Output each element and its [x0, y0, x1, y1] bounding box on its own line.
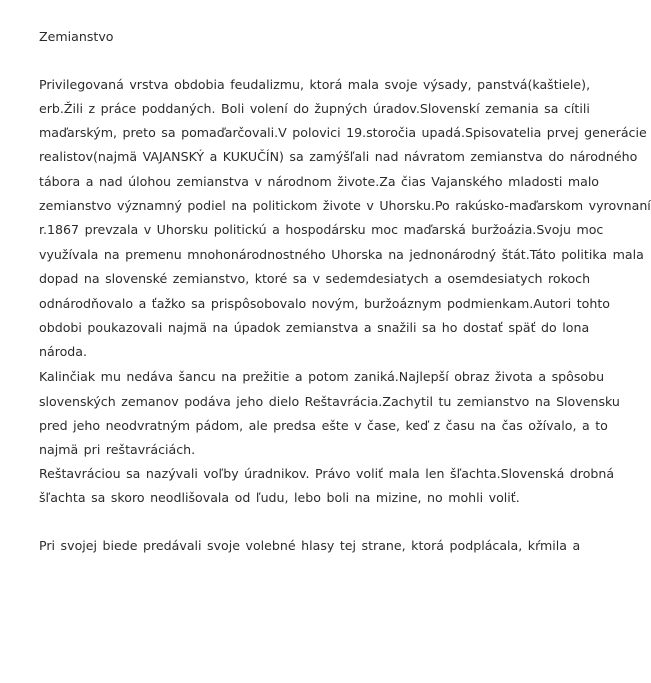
text-line: realistov(najmä VAJANSKÝ a KUKUČÍN) sa zamýšľali nad návratom zemianstva do národného	[39, 149, 638, 164]
text-line: pred jeho neodvratným pádom, ale predsa ešte v čase, keď z času na čas ožívalo, a to	[39, 418, 608, 433]
text-line: zemianstvo významný podiel na politickom živote v Uhorsku.Po rakúsko-maďarskom vyrovnaní	[39, 198, 651, 213]
text-line: najmä pri reštavráciách.	[39, 442, 196, 457]
text-line: Privilegovaná vrstva obdobia feudalizmu, ktorá mala svoje výsady, panstvá(kaštiele),	[39, 77, 591, 92]
text-line: r.1867 prevzala v Uhorsku politickú a hospodársku moc maďarská buržoázia.Svoju moc	[39, 222, 604, 237]
text-line: využívala na premenu mnohonárodnostného Uhorska na jednonárodný štát.Táto politika mala	[39, 247, 644, 262]
text-line: slovenských zemanov podáva jeho dielo Reštavrácia.Zachytil tu zemianstvo na Slovensku	[39, 394, 620, 409]
text-line: Reštavráciou sa nazývali voľby úradnikov. Právo voliť mala len šľachta.Slovenská drobná	[39, 466, 615, 481]
text-line: odnárodňovalo a ťažko sa prispôsobovalo novým, buržoáznym podmienkam.Autori tohto	[39, 296, 610, 311]
text-line: erb.Žili z práce poddaných. Boli volení do župných úradov.Slovenskí zemania sa cítili	[39, 101, 590, 116]
text-line: dopad na slovenské zemianstvo, ktoré sa v sedemdesiatych a osemdesiatych rokoch	[39, 271, 591, 286]
text-line: národa.	[39, 344, 88, 359]
text-line: šľachta sa skoro neodlišovala od ľudu, lebo boli na mizine, no mohli voliť.	[39, 490, 520, 505]
text-line: Kalinčiak mu nedáva šancu na prežitie a potom zaniká.Najlepší obraz života a spôsobu	[39, 369, 605, 384]
text-line: Pri svojej biede predávali svoje volebné hlasy tej strane, ktorá podplácala, kŕmila a	[39, 538, 581, 553]
document-title: Zemianstvo	[39, 29, 114, 44]
text-line: maďarským, preto sa pomaďarčovali.V polovici 19.storočia upadá.Spisovatelia prvej generácie	[39, 125, 647, 140]
text-line: obdobi poukazovali najmä na úpadok zemianstva a snažili sa ho dostať späť do lona	[39, 320, 590, 335]
text-line: tábora a nad úlohou zemianstva v národnom živote.Za čias Vajanského mladosti malo	[39, 174, 600, 189]
